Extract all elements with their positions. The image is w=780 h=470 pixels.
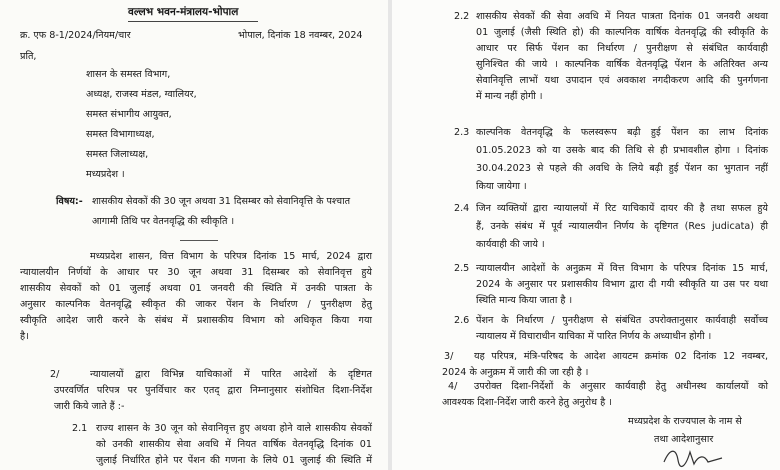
item-line: किया जायेगा ।	[476, 181, 527, 192]
document-page-left	[0, 0, 388, 470]
addressee: समस्त जिलाध्यक्ष,	[86, 149, 149, 160]
item-number: 2.3	[454, 127, 470, 138]
closing-line: मध्यप्रदेश के राज्यपाल के नाम से	[628, 416, 742, 427]
addressee: शासन के समस्त विभाग,	[86, 69, 171, 80]
signature-mark	[660, 444, 730, 470]
prati-label: प्रति,	[20, 51, 37, 62]
para3-line: 2024 के अनुक्रम में जारी की जा रही है ।	[442, 367, 589, 378]
item-line: सेवानिवृत्ति लाभों यथा उपादान एवं अवकाश नगदीकरण आदि की पुनर्गणना	[476, 75, 768, 86]
letterhead: वल्लभ भवन-मंत्रालय-भोपाल	[128, 6, 239, 18]
subject-line: शासकीय सेवकों की 30 जून अथवा 31 दिसम्बर को सेवानिवृत्ति के पश्चात	[92, 196, 351, 207]
para4-number: 4/	[448, 381, 458, 392]
para21-line: राज्य शासन के 30 जून को सेवानिवृत्त हुए अथवा होने वाले शासकीय सेवकों	[96, 423, 372, 434]
item-line: कार्यवाही की जाये ।	[476, 239, 545, 250]
addressee: समस्त विभागाध्यक्ष,	[86, 129, 155, 140]
item-line: 01 जुलाई (जैसी स्थिति हो) की काल्पनिक वार्षिक वेतनवृद्धि की स्वीकृति के	[476, 27, 768, 38]
subject-line: आगामी तिथि पर वेतनवृद्धि की स्वीकृति ।	[92, 216, 235, 227]
item-line: काल्पनिक वेतनवृद्धि के फलस्वरूप बढ़ी हुई पेंशन का लाभ दिनांक	[476, 127, 768, 138]
para1-line: न्यायालयीन निर्णयों के आधार पर 30 जून अथवा 31 दिसम्बर को सेवानिवृत्त हुये	[20, 267, 372, 278]
addressee: समस्त संभागीय आयुक्त,	[86, 109, 172, 120]
item-line: जिन व्यक्तियों द्वारा न्यायालयों में रिट याचिकायें दायर की है तथा सफल हुये	[476, 203, 768, 214]
para2-number: 2/	[50, 369, 60, 380]
item-line: 2024 के अनुसार पर प्रशासकीय विभाग द्वारा दी गयी स्वीकृति या उस पर यथा	[476, 279, 768, 290]
closing-line: तथा आदेशानुसार	[654, 434, 714, 445]
para3-line: यह परिपत्र, मंत्रि-परिषद के आदेश आयटम क्रमांक 02 दिनांक 12 नवम्बर,	[474, 351, 768, 362]
para2-line: जारी किये जाते हैं :-	[54, 401, 125, 412]
item-number: 2.4	[454, 203, 470, 214]
divider	[180, 240, 218, 241]
reference-number: क्र. एफ 8-1/2024/नियम/चार	[20, 30, 131, 41]
item-line: 30.04.2023 से पहले की अवधि के लिये बढ़ी हुई पेंशन का भुगतान नहीं	[476, 163, 768, 174]
place-date: भोपाल, दिनांक 18 नवम्बर, 2024	[238, 30, 363, 41]
addressee: अध्यक्ष, राजस्व मंडल, ग्वालियर,	[86, 89, 197, 100]
item-line: हैं, उनके संबंध में पूर्व न्यायालयीन निर्णय के दृष्टिगत (Res judicata) ही	[476, 221, 768, 232]
item-line: न्यायालयीन आदेशों के अनुक्रम में वित्त विभाग के परिपत्र दिनांक 15 मार्च,	[476, 263, 768, 274]
item-line: न्यायालय में विचाराधीन याचिका में पारित निर्णय के अध्याधीन होगी ।	[476, 331, 712, 342]
item-number: 2.6	[454, 315, 470, 326]
para2-line: उपरवर्णित परिपत्र पर पुनर्विचार कर एतद् द्वारा निम्नानुसार संशोधित दिशा-निर्देश	[54, 385, 372, 396]
letterhead-underline	[128, 21, 258, 22]
para4-line: आवश्यक दिशा-निर्देश जारी करने हेतु अनुरोध है ।	[442, 397, 612, 408]
item-line: पेंशन के निर्धारण / पुनरीक्षण से संबंधित उपरोक्तानुसार कार्यवाही सर्वोच्च	[476, 315, 768, 326]
item-line: आधार पर सिर्फ पेंशन का निर्धारण / पुनरीक्षण से संबंधित कार्यवाही	[476, 43, 768, 54]
item-line: स्थिति मान्य किया जाता है ।	[476, 295, 573, 306]
document-page-right	[392, 0, 780, 470]
item-line: में मान्य नहीं होगी ।	[476, 91, 543, 102]
para1-line: है।	[20, 331, 29, 342]
para1-line: शासकीय सेवकों को 01 जुलाई अथवा 01 जनवरी की स्थिति में उनकी पात्रता के	[20, 283, 372, 294]
para3-number: 3/	[444, 351, 454, 362]
para21-line: को उनकी शासकीय सेवा अवधि में नियत वार्षिक वेतनवृद्धि दिनांक 01	[96, 439, 372, 450]
item-number: 2.2	[454, 11, 470, 22]
para1-line: अनुसार काल्पनिक वेतनवृद्धि स्वीकृत की जाकर पेंशन के निर्धारण / पुनरीक्षण हेतु	[20, 299, 372, 310]
addressee: मध्यप्रदेश ।	[86, 169, 125, 180]
item-line: शासकीय सेवकों की सेवा अवधि में नियत पात्रता दिनांक 01 जनवरी अथवा	[476, 11, 768, 22]
item-number: 2.5	[454, 263, 470, 274]
para2-line: न्यायालयों द्वारा विभिन्न याचिकाओं में पारित आदेशों के दृष्टिगत	[90, 369, 372, 380]
para4-line: उपरोक्त दिशा-निर्देशों के अनुसार कार्यवाही हेतु अधीनस्थ कार्यालयों को	[474, 381, 768, 392]
para21-number: 2.1	[72, 423, 88, 434]
subject-label: विषय:-	[56, 196, 83, 207]
para21-line: जुलाई निर्धारित होने पर पेंशन की गणना के लिये 01 जुलाई की स्थिति में	[96, 455, 372, 466]
para1-line: स्वीकृति आदेश जारी करने के संबंध में प्रशासकीय विभाग को अधिकृत किया गया	[20, 315, 372, 326]
para1-line: मध्यप्रदेश शासन, वित्त विभाग के परिपत्र दिनांक 15 मार्च, 2024 द्वारा	[90, 251, 372, 262]
item-line: 01.05.2023 को या उसके बाद की तिथि से ही प्रभावशील होगा । दिनांक	[476, 145, 768, 156]
item-line: सुनिश्चित की जाये । काल्पनिक वार्षिक वेतनवृद्धि पेंशन के अतिरिक्त अन्य	[476, 59, 768, 70]
